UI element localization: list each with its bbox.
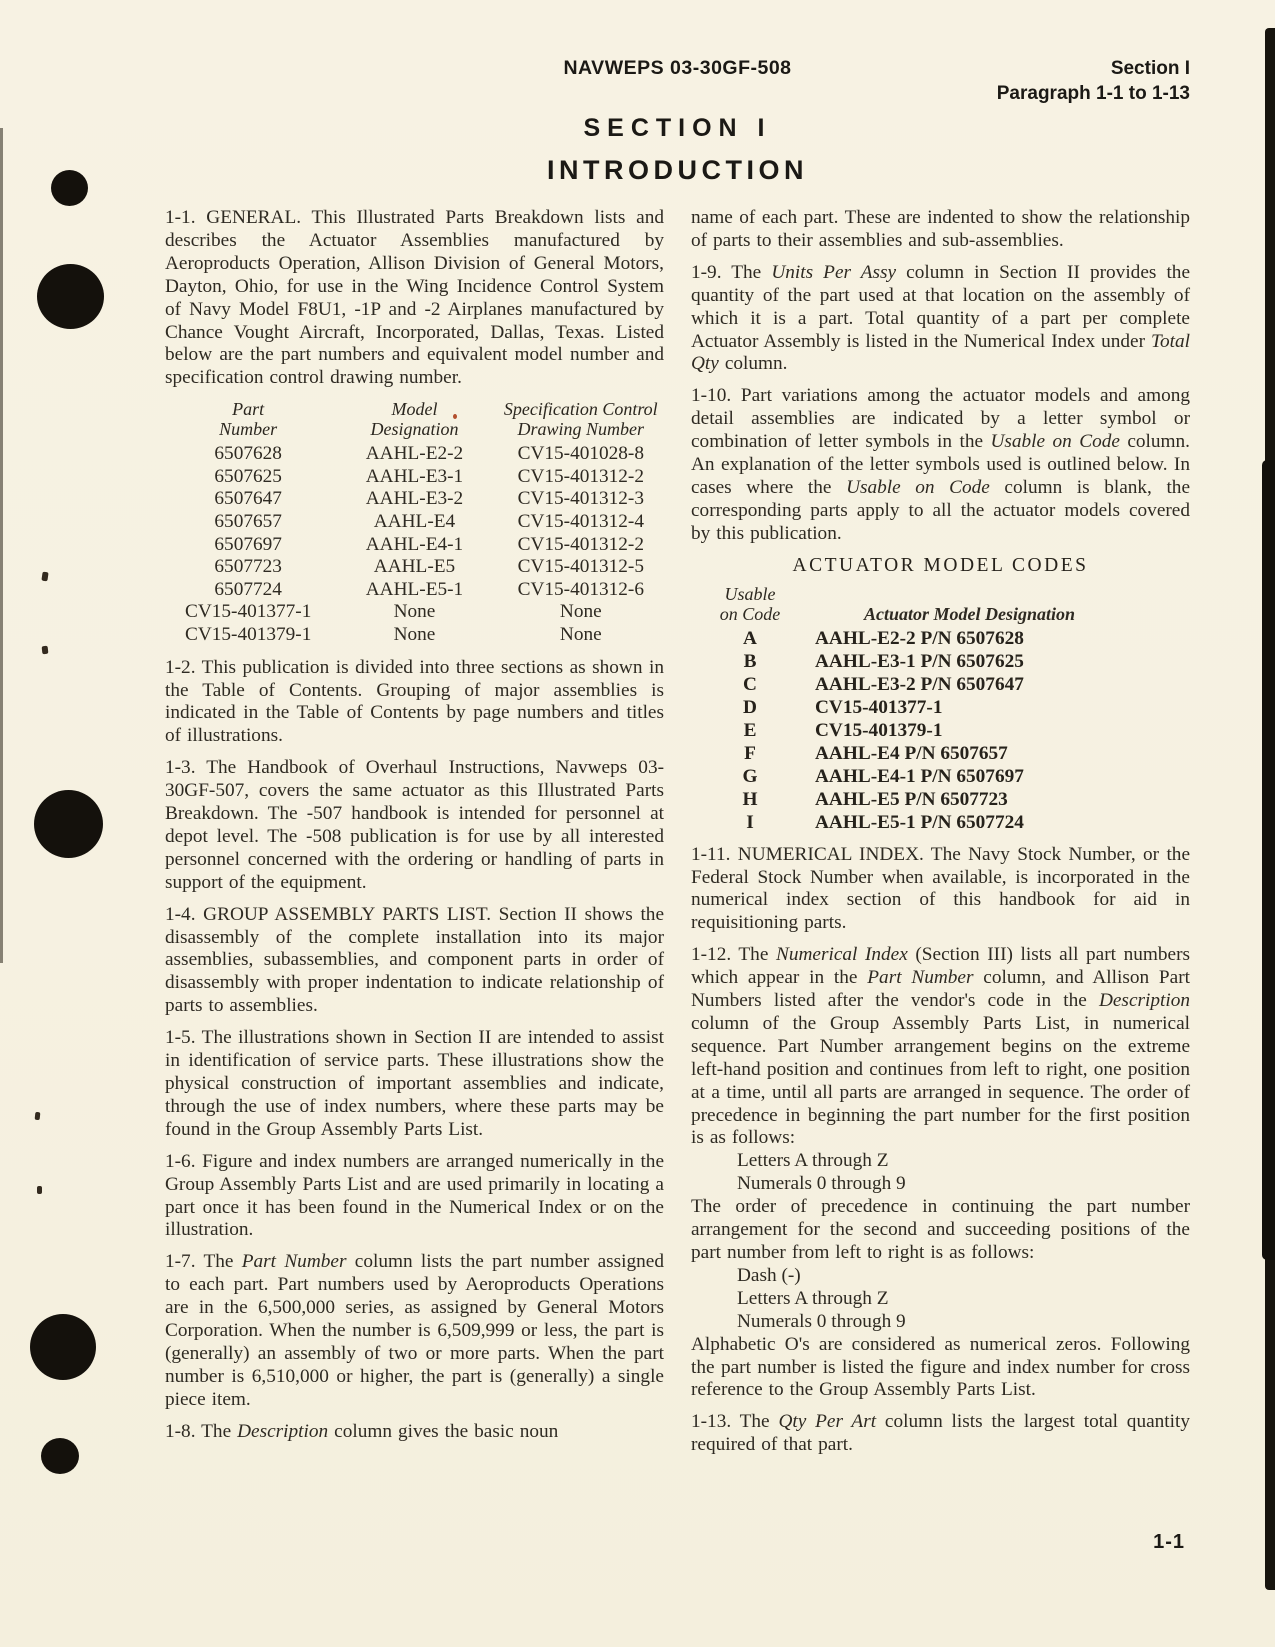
two-column-body (165, 207, 1190, 1457)
spec-drawing-cell: CV15-401312-5 (517, 556, 644, 578)
model-code-row (691, 811, 1190, 834)
margin-mark (41, 572, 48, 582)
paragraph-1-13: 1-13. The Qty Per Art column lists the largest total quantity required of that part. (691, 1411, 1190, 1456)
usable-on-code-header: Usable on Code (719, 583, 781, 624)
model-code-row (691, 719, 1190, 742)
list-item: Letters A through Z (737, 1150, 889, 1172)
model-designation-cell: AAHL-E4 (373, 511, 456, 533)
model-code-row (691, 788, 1190, 811)
model-code-row (691, 742, 1190, 765)
paragraph-1-12-end: Alphabetic O's are considered as numerical zeros. Following the part number is listed the figure and index number for cross reference to the Group Assembly Parts List. (691, 1333, 1190, 1401)
actuator-model-codes (691, 555, 1190, 834)
margin-mark (35, 1112, 41, 1120)
model-code-row (691, 696, 1190, 719)
paragraph-1-12-continued: The order of precedence in continuing the part number arrangement for the second and succeeding positions of the part number from left to right is as follows: (691, 1196, 1190, 1263)
model-designation: CV15-401379-1 (815, 719, 943, 741)
paragraph-1-9: 1-9. The Units Per Assy column in Section II provides the quantity of the part used at that location on the assembly of which it is a part. Total quantity of a part per complete Actuator Assembly is listed in the Numerical Index under Total Qty column. (691, 261, 1191, 375)
spec-drawing-cell: CV15-401312-4 (517, 511, 644, 533)
table-row (165, 601, 664, 624)
designation-header: Actuator Model Designation (863, 603, 1076, 624)
model-codes-title: ACTUATOR MODEL CODES (792, 554, 1089, 576)
left-column (165, 207, 664, 1457)
model-code-row (691, 650, 1190, 673)
model-designation-cell: AAHL-E4-1 (365, 533, 464, 555)
list-item: Numerals 0 through 9 (737, 1310, 906, 1332)
model-codes-header (691, 584, 1190, 624)
spec-drawing-cell: CV15-401028-8 (517, 443, 644, 465)
parts-table-header-cell: Part Number (219, 399, 278, 440)
paragraph-1-8: 1-8. The Description column gives the basic noun (165, 1420, 559, 1442)
binder-hole-mark (37, 264, 104, 329)
model-designation-cell: AAHL-E3-1 (365, 465, 464, 487)
table-row (165, 624, 664, 647)
model-code-row (691, 765, 1190, 788)
part-number-cell: 6507657 (214, 511, 282, 533)
model-designation: CV15-401377-1 (815, 696, 943, 718)
model-designation: AAHL-E4 P/N 6507657 (815, 742, 1008, 764)
header-right (997, 56, 1190, 106)
part-number-cell: 6507723 (214, 556, 282, 578)
page-number: 1-1 (1153, 1531, 1185, 1553)
precedence-list-second (691, 1265, 1190, 1334)
model-designation-cell: AAHL-E5-1 (365, 578, 464, 600)
spec-drawing-cell: None (559, 601, 602, 623)
table-row (165, 556, 664, 579)
page-content (165, 0, 1190, 1457)
paragraph-1-2: 1-2. This publication is divided into three sections as shown in the Table of Contents. Grouping of major assemblies is indicated in the Table of Contents by page numbers and titles of illustrations. (165, 656, 664, 747)
usable-code: F (744, 742, 756, 764)
introduction-title: INTRODUCTION (547, 155, 808, 185)
table-row (165, 443, 664, 466)
paragraph-1-4: 1-4. GROUP ASSEMBLY PARTS LIST. Section II shows the disassembly of the complete installation into its major assemblies, subassemblies, and component parts in order of disassembly with proper indentation to indicate relationship of parts to assemblies. (165, 903, 664, 1017)
paragraph-1-7: 1-7. The Part Number column lists the part number assigned to each part. Part numbers used by Aeroproducts Operations are in the 6,500,000 series, as assigned by General Motors Corporation. When the number is 6,509,999 or less, the part is (generally) an assembly of two or more parts. When the part number is 6,510,000 or higher, the part is (generally) a single piece item. (165, 1251, 664, 1410)
part-number-cell: 6507628 (214, 443, 282, 465)
header-section: Section I (1110, 58, 1190, 79)
scan-edge-right (1262, 460, 1275, 1260)
paragraph-1-1: 1-1. GENERAL. This Illustrated Parts Breakdown lists and describes the Actuator Assemblies manufactured by Aeroproducts Operation, Allison Division of General Motors, Dayton, Ohio, for use in the Wing Incidence Control System of Navy Model F8U1, -1P and -2 Airplanes manufactured by Chance Vought Aircraft, Incorporated, Dallas, Texas. Listed below are the part numbers and equivalent model number and specification control drawing number. (165, 207, 664, 389)
binder-hole-mark (51, 170, 88, 206)
header-paragraph-range: Paragraph 1-1 to 1-13 (996, 83, 1190, 104)
spec-drawing-cell: CV15-401312-3 (517, 488, 644, 510)
part-number-cell: CV15-401377-1 (184, 601, 312, 623)
model-designation-cell: AAHL-E3-2 (365, 488, 464, 510)
parts-table-rows (165, 443, 664, 646)
model-code-row (691, 673, 1190, 696)
usable-code: E (743, 719, 757, 741)
parts-table (165, 399, 664, 646)
parts-table-header-cell: Model Designation (370, 399, 459, 440)
usable-code: C (743, 673, 757, 695)
spec-drawing-cell: CV15-401312-2 (517, 465, 644, 487)
precedence-list-first (691, 1150, 1190, 1196)
part-number-cell: 6507724 (214, 578, 282, 600)
model-designation: AAHL-E3-2 P/N 6507647 (815, 673, 1024, 695)
paragraph-1-3: 1-3. The Handbook of Overhaul Instructions, Navweps 03-30GF-507, covers the same actuator as this Illustrated Parts Breakdown. The -507 handbook is intended for personnel at depot level. The -508 publication is for use by all interested personnel concerned with the ordering or handling of parts in support of the equipment. (165, 757, 664, 893)
model-designation: AAHL-E2-2 P/N 6507628 (815, 627, 1024, 649)
table-row (165, 511, 664, 534)
model-designation-cell: AAHL-E5 (373, 556, 456, 578)
list-item: Numerals 0 through 9 (737, 1173, 906, 1195)
right-column (691, 207, 1190, 1457)
binder-hole-mark (30, 1314, 96, 1380)
model-designation-cell: AAHL-E2-2 (365, 443, 464, 465)
spec-drawing-cell: CV15-401312-2 (517, 533, 644, 555)
part-number-cell: 6507697 (214, 533, 282, 555)
table-row (165, 466, 664, 489)
model-designation-cell: None (393, 624, 436, 645)
table-row (165, 534, 664, 557)
section-title: SECTION I (583, 114, 772, 142)
part-number-cell: 6507625 (214, 465, 282, 487)
spec-drawing-cell: None (559, 624, 602, 645)
usable-code: A (743, 627, 757, 649)
model-designation: AAHL-E4-1 P/N 6507697 (815, 765, 1024, 787)
model-codes-rows (691, 627, 1190, 834)
paragraph-1-6: 1-6. Figure and index numbers are arranged numerically in the Group Assembly Parts List and are used primarily in locating a part once it has been found in the Numerical Index or on the illustration. (165, 1150, 664, 1241)
paragraph-1-12: 1-12. The Numerical Index (Section III) lists all part numbers which appear in the Part Number column, and Allison Part Numbers listed after the vendor's code in the Description column of the Group Assembly Parts List, in numerical sequence. Part Number arrangement begins on the extreme left-hand position and continues from left to right, one position at a time, until all parts are arranged in sequence. The order of precedence in beginning the part number for the first position is as follows: (691, 944, 1190, 1149)
usable-code: D (743, 696, 757, 718)
document-number: NAVWEPS 03-30GF-508 (563, 57, 792, 79)
margin-mark (42, 646, 49, 655)
model-code-row (691, 627, 1190, 650)
binder-hole-mark (41, 1438, 79, 1474)
scan-edge-left (0, 128, 3, 963)
usable-code: I (746, 811, 754, 833)
binder-hole-mark (34, 790, 103, 858)
usable-code: H (742, 788, 758, 810)
spec-drawing-cell: CV15-401312-6 (517, 578, 644, 600)
usable-code: G (742, 765, 758, 787)
model-designation: AAHL-E5-1 P/N 6507724 (815, 811, 1024, 833)
paragraph-1-5: 1-5. The illustrations shown in Section II are intended to assist in identification of service parts. These illustrations show the physical construction of important assemblies and indicate, through the use of index numbers, where these parts may be found in the Group Assembly Parts List. (165, 1027, 664, 1140)
table-row (165, 488, 664, 511)
model-designation: AAHL-E5 P/N 6507723 (815, 788, 1008, 810)
parts-table-header (165, 399, 664, 439)
part-number-cell: CV15-401379-1 (184, 624, 312, 645)
part-number-cell: 6507647 (214, 488, 282, 510)
model-designation-cell: None (393, 601, 436, 623)
list-item: Letters A through Z (737, 1287, 889, 1309)
model-designation: AAHL-E3-1 P/N 6507625 (815, 650, 1024, 672)
margin-mark (37, 1186, 42, 1194)
paragraph-1-11: 1-11. NUMERICAL INDEX. The Navy Stock Number, or the Federal Stock Number when available, is incorporated in the numerical index section of this handbook for aid in requisitioning parts. (691, 843, 1190, 934)
parts-table-header-cell: Specification Control Drawing Number (503, 399, 658, 440)
list-item: Dash (-) (737, 1264, 801, 1286)
paragraph-1-10: 1-10. Part variations among the actuator models and among detail assemblies are indicated by a letter symbol or combination of letter symbols in the Usable on Code column. An explanation of the letter symbols used is outlined below. In cases where the Usable on Code column is blank, the corresponding parts apply to all the actuator models covered by this publication. (691, 385, 1191, 544)
usable-code: B (743, 650, 757, 672)
table-row (165, 579, 664, 602)
paragraph-1-8-continued: name of each part. These are indented to show the relationship of parts to their assemblies and sub-assemblies. (691, 207, 1190, 251)
